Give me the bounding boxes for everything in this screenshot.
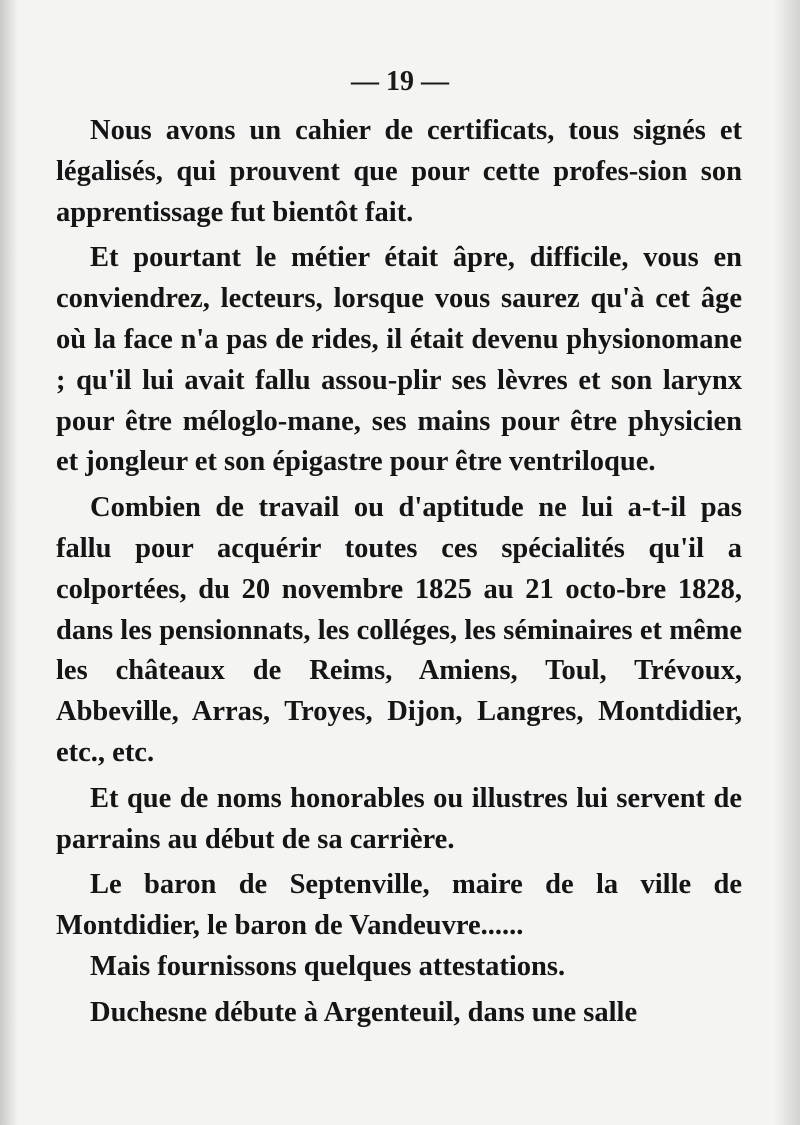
paragraph-attestations: Mais fournissons quelques attestations. — [90, 950, 566, 982]
body-text — [56, 111, 742, 1039]
paragraph-barons: Le baron de Septenville, maire de la ville de Montdidier, le baron de Vandeuvre...... — [56, 869, 742, 942]
paragraph-argenteuil: Duchesne débute à Argenteuil, dans une salle — [90, 996, 638, 1028]
page-number: — 19 — — [351, 66, 449, 97]
page-edge-shadow — [774, 0, 800, 1125]
paragraph-trade: Et pourtant le métier était âpre, difficile, vous en conviendrez, lecteurs, lorsque vous saurez qu'à cet âge où la face n'a pas de rides, il était devenu physionomane ; qu'il lui avait fallu assou-plir ses lèvres et son larynx pour être méloglo-mane, ses mains pour être physicien et jongleur et son épigastre pour être ventriloque. — [56, 242, 742, 478]
paragraph-specialities: Combien de travail ou d'aptitude ne lui a-t-il pas fallu pour acquérir toutes ces spécialités qu'il a colportées, du 20 novembre 1825 au 21 octo-bre 1828, dans les pensionnats, les colléges, les séminaires et même les châteaux de Reims, Amiens, Toul, Trévoux, Abbeville, Arras, Troyes, Dijon, Langres, Montdidier, etc., etc. — [56, 492, 742, 768]
paragraph-sponsors: Et que de noms honorables ou illustres lui servent de parrains au début de sa carrière. — [56, 782, 742, 855]
page-gutter-shadow — [0, 0, 18, 1125]
paragraph-certificates: Nous avons un cahier de certificats, tous signés et légalisés, qui prouvent que pour cette profes-sion son apprentissage fut bientôt fait. — [56, 115, 742, 228]
